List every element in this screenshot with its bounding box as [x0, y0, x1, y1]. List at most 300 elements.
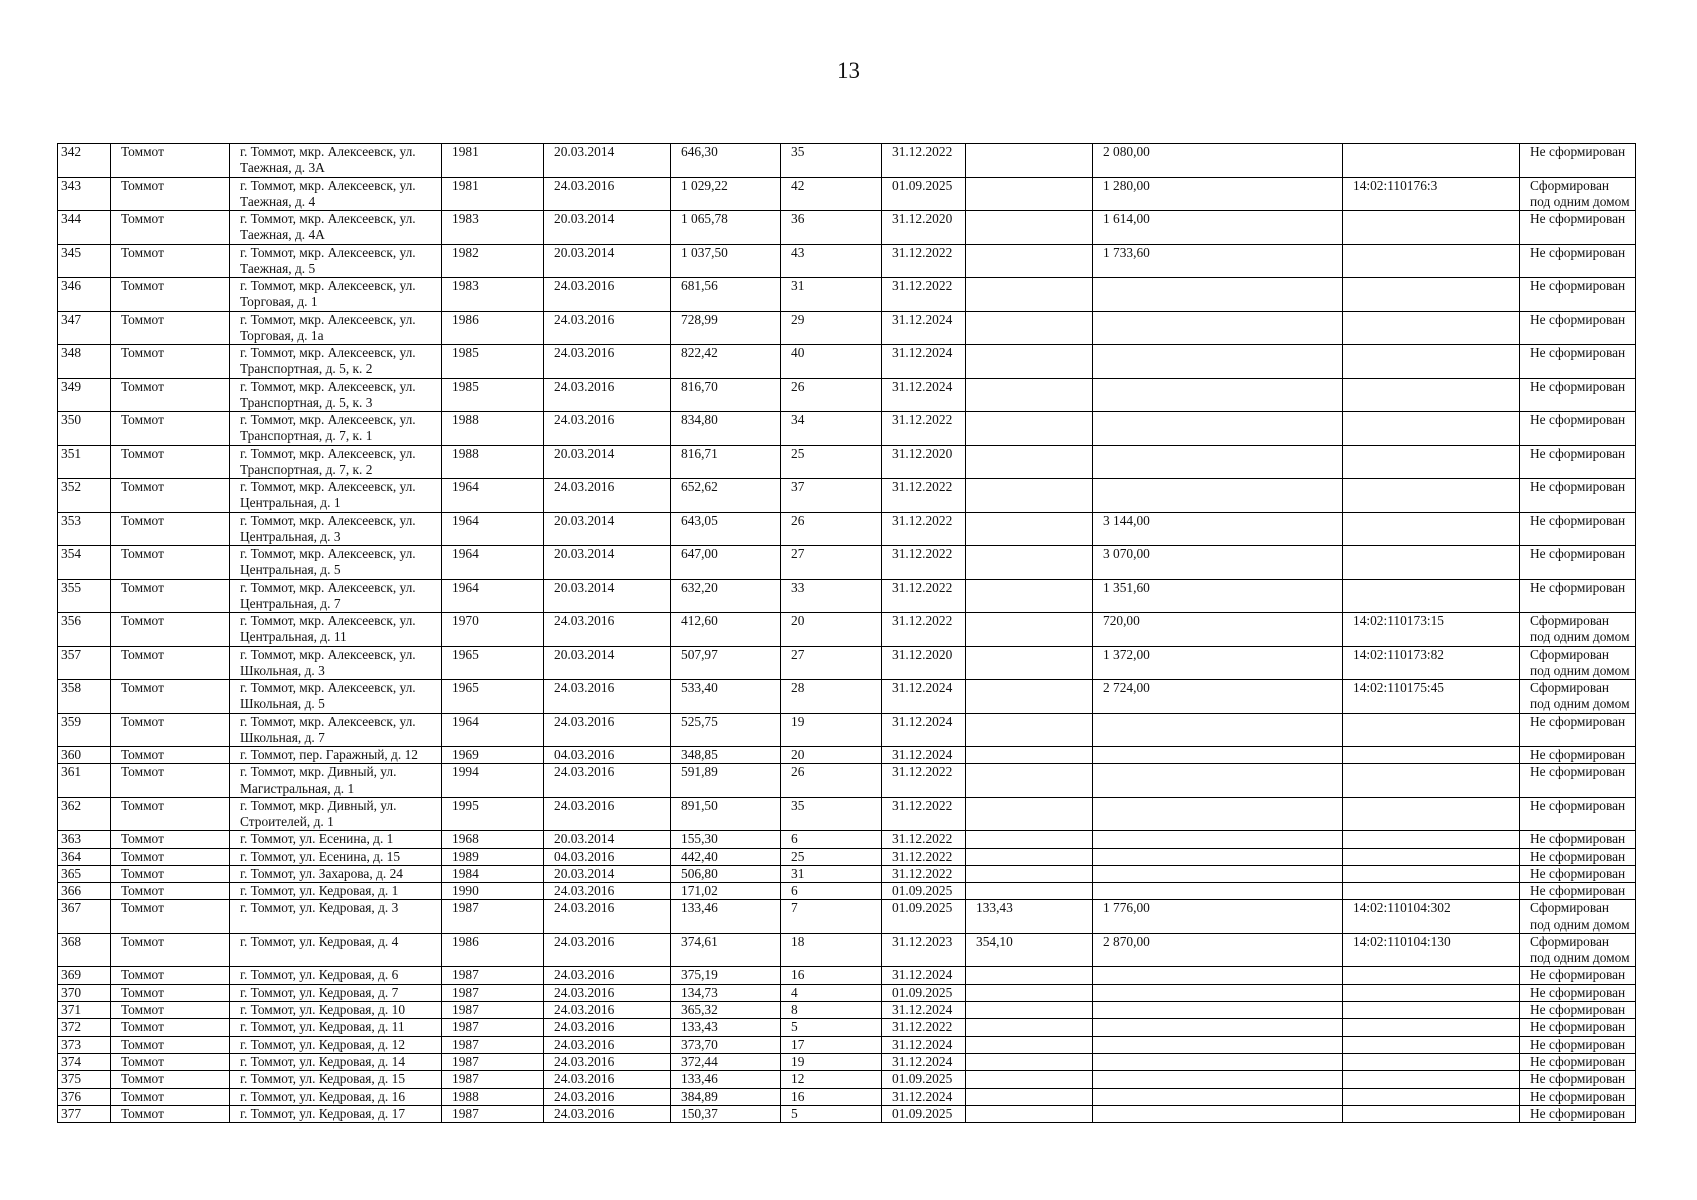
- cell-land-area-2: [1093, 984, 1343, 1001]
- cell-area: 372,44: [671, 1053, 781, 1070]
- cell-cadastral-number: [1343, 345, 1520, 379]
- cell-land-area-2: [1093, 479, 1343, 513]
- cell-land-status: Не сформирован: [1520, 211, 1636, 245]
- table-row: [58, 713, 1636, 747]
- cell-resettlement-date: 01.09.2025: [882, 984, 966, 1001]
- table-row: [58, 412, 1636, 446]
- cell-cadastral-number: [1343, 278, 1520, 312]
- cell-address: г. Томмот, ул. Кедровая, д. 7: [230, 984, 442, 1001]
- cell-residents: 37: [781, 479, 882, 513]
- cell-address: г. Томмот, мкр. Алексеевск, ул. Торговая, д. 1а: [230, 311, 442, 345]
- cell-survey-date: 24.03.2016: [544, 1105, 671, 1122]
- cell-land-status: Не сформирован: [1520, 579, 1636, 613]
- cell-land-status: Не сформирован: [1520, 967, 1636, 984]
- cell-year-built: 1987: [442, 984, 544, 1001]
- cell-land-area-2: [1093, 967, 1343, 984]
- cell-settlement: Томмот: [111, 713, 230, 747]
- cell-cadastral-number: [1343, 1071, 1520, 1088]
- cell-year-built: 1994: [442, 764, 544, 798]
- cell-settlement: Томмот: [111, 865, 230, 882]
- cell-address: г. Томмот, ул. Кедровая, д. 1: [230, 883, 442, 900]
- cell-address: г. Томмот, мкр. Алексеевск, ул. Таежная, д. 5: [230, 244, 442, 278]
- cell-land-area-2: [1093, 1002, 1343, 1019]
- cell-cadastral-number: [1343, 445, 1520, 479]
- cell-survey-date: 24.03.2016: [544, 311, 671, 345]
- cell-cadastral-number: [1343, 211, 1520, 245]
- cell-residents: 28: [781, 680, 882, 714]
- cell-resettlement-date: 31.12.2024: [882, 378, 966, 412]
- cell-settlement: Томмот: [111, 1071, 230, 1088]
- cell-year-built: 1988: [442, 445, 544, 479]
- cell-land-status: Не сформирован: [1520, 378, 1636, 412]
- cell-area: 507,97: [671, 646, 781, 680]
- table-row: [58, 1105, 1636, 1122]
- cell-row-number: 356: [58, 613, 111, 647]
- cell-residents: 42: [781, 177, 882, 211]
- cell-resettlement-date: 31.12.2020: [882, 646, 966, 680]
- cell-address: г. Томмот, ул. Кедровая, д. 10: [230, 1002, 442, 1019]
- cell-settlement: Томмот: [111, 345, 230, 379]
- table-body: [58, 144, 1636, 1123]
- cell-survey-date: 24.03.2016: [544, 933, 671, 967]
- cell-area: 506,80: [671, 865, 781, 882]
- cell-survey-date: 24.03.2016: [544, 479, 671, 513]
- table-row: [58, 680, 1636, 714]
- cell-land-area-2: 2 724,00: [1093, 680, 1343, 714]
- cell-land-area-2: [1093, 1071, 1343, 1088]
- cell-resettlement-date: 31.12.2024: [882, 713, 966, 747]
- table-row: [58, 797, 1636, 831]
- cell-residents: 34: [781, 412, 882, 446]
- cell-survey-date: 20.03.2014: [544, 865, 671, 882]
- cell-survey-date: 24.03.2016: [544, 1071, 671, 1088]
- cell-settlement: Томмот: [111, 900, 230, 934]
- cell-land-area-1: [966, 1071, 1093, 1088]
- cell-year-built: 1968: [442, 831, 544, 848]
- cell-land-area-1: [966, 831, 1093, 848]
- table-row: [58, 764, 1636, 798]
- cell-row-number: 354: [58, 546, 111, 580]
- cell-year-built: 1986: [442, 933, 544, 967]
- cell-row-number: 364: [58, 848, 111, 865]
- cell-residents: 35: [781, 144, 882, 178]
- cell-row-number: 361: [58, 764, 111, 798]
- cell-address: г. Томмот, мкр. Алексеевск, ул. Школьная, д. 5: [230, 680, 442, 714]
- cell-land-area-1: [966, 479, 1093, 513]
- cell-land-area-1: [966, 1002, 1093, 1019]
- cell-row-number: 352: [58, 479, 111, 513]
- cell-residents: 35: [781, 797, 882, 831]
- cell-resettlement-date: 31.12.2022: [882, 546, 966, 580]
- cell-area: 647,00: [671, 546, 781, 580]
- cell-resettlement-date: 31.12.2022: [882, 1019, 966, 1036]
- cell-address: г. Томмот, ул. Есенина, д. 15: [230, 848, 442, 865]
- cell-row-number: 342: [58, 144, 111, 178]
- cell-land-area-1: [966, 546, 1093, 580]
- cell-land-status: Не сформирован: [1520, 848, 1636, 865]
- cell-address: г. Томмот, мкр. Алексеевск, ул. Таежная, д. 3А: [230, 144, 442, 178]
- table-row: [58, 967, 1636, 984]
- cell-address: г. Томмот, мкр. Алексеевск, ул. Центральная, д. 3: [230, 512, 442, 546]
- cell-land-area-2: [1093, 1088, 1343, 1105]
- cell-area: 591,89: [671, 764, 781, 798]
- cell-resettlement-date: 31.12.2022: [882, 613, 966, 647]
- cell-land-area-2: 3 070,00: [1093, 546, 1343, 580]
- cell-residents: 19: [781, 713, 882, 747]
- cell-land-area-1: [966, 613, 1093, 647]
- cell-resettlement-date: 31.12.2022: [882, 831, 966, 848]
- cell-land-area-1: [966, 1036, 1093, 1053]
- cell-land-area-2: 3 144,00: [1093, 512, 1343, 546]
- cell-year-built: 1987: [442, 1071, 544, 1088]
- cell-residents: 33: [781, 579, 882, 613]
- cell-resettlement-date: 01.09.2025: [882, 177, 966, 211]
- cell-resettlement-date: 01.09.2025: [882, 900, 966, 934]
- cell-settlement: Томмот: [111, 984, 230, 1001]
- cell-land-status: Не сформирован: [1520, 984, 1636, 1001]
- cell-land-status: Не сформирован: [1520, 311, 1636, 345]
- cell-year-built: 1964: [442, 579, 544, 613]
- table-row: [58, 378, 1636, 412]
- cell-land-area-1: [966, 713, 1093, 747]
- cell-residents: 25: [781, 445, 882, 479]
- table-row: [58, 345, 1636, 379]
- cell-land-status: Сформирован под одним домом: [1520, 900, 1636, 934]
- cell-residents: 4: [781, 984, 882, 1001]
- cell-area: 816,71: [671, 445, 781, 479]
- table-row: [58, 1002, 1636, 1019]
- cell-year-built: 1964: [442, 546, 544, 580]
- cell-survey-date: 24.03.2016: [544, 1036, 671, 1053]
- table-row: [58, 883, 1636, 900]
- cell-land-area-1: [966, 764, 1093, 798]
- cell-residents: 16: [781, 1088, 882, 1105]
- cell-land-status: Не сформирован: [1520, 1105, 1636, 1122]
- cell-land-status: Сформирован под одним домом: [1520, 933, 1636, 967]
- cell-area: 365,32: [671, 1002, 781, 1019]
- cell-residents: 43: [781, 244, 882, 278]
- cell-land-status: Не сформирован: [1520, 1002, 1636, 1019]
- cell-address: г. Томмот, ул. Есенина, д. 1: [230, 831, 442, 848]
- cell-resettlement-date: 31.12.2024: [882, 1036, 966, 1053]
- cell-address: г. Томмот, мкр. Алексеевск, ул. Таежная, д. 4: [230, 177, 442, 211]
- cell-area: 525,75: [671, 713, 781, 747]
- cell-survey-date: 24.03.2016: [544, 613, 671, 647]
- cell-resettlement-date: 31.12.2022: [882, 764, 966, 798]
- cell-row-number: 369: [58, 967, 111, 984]
- cell-survey-date: 20.03.2014: [544, 144, 671, 178]
- cell-resettlement-date: 31.12.2022: [882, 865, 966, 882]
- cell-row-number: 344: [58, 211, 111, 245]
- cell-row-number: 368: [58, 933, 111, 967]
- cell-settlement: Томмот: [111, 1088, 230, 1105]
- cell-survey-date: 20.03.2014: [544, 445, 671, 479]
- cell-survey-date: 20.03.2014: [544, 831, 671, 848]
- cell-survey-date: 24.03.2016: [544, 1019, 671, 1036]
- cell-address: г. Томмот, пер. Гаражный, д. 12: [230, 747, 442, 764]
- cell-land-area-2: [1093, 1105, 1343, 1122]
- cell-year-built: 1965: [442, 646, 544, 680]
- cell-land-status: Не сформирован: [1520, 144, 1636, 178]
- cell-land-area-2: [1093, 747, 1343, 764]
- cell-residents: 27: [781, 646, 882, 680]
- cell-row-number: 373: [58, 1036, 111, 1053]
- cell-settlement: Томмот: [111, 967, 230, 984]
- cell-settlement: Томмот: [111, 479, 230, 513]
- cell-resettlement-date: 31.12.2024: [882, 747, 966, 764]
- cell-residents: 40: [781, 345, 882, 379]
- cell-address: г. Томмот, мкр. Алексеевск, ул. Транспортная, д. 5, к. 3: [230, 378, 442, 412]
- table-row: [58, 933, 1636, 967]
- cell-residents: 20: [781, 613, 882, 647]
- cell-row-number: 343: [58, 177, 111, 211]
- cell-address: г. Томмот, мкр. Алексеевск, ул. Таежная, д. 4А: [230, 211, 442, 245]
- cell-resettlement-date: 31.12.2024: [882, 311, 966, 345]
- cell-year-built: 1987: [442, 900, 544, 934]
- cell-area: 1 029,22: [671, 177, 781, 211]
- cell-cadastral-number: [1343, 984, 1520, 1001]
- cell-year-built: 1987: [442, 1019, 544, 1036]
- cell-land-area-2: [1093, 378, 1343, 412]
- cell-address: г. Томмот, ул. Кедровая, д. 6: [230, 967, 442, 984]
- cell-land-area-2: [1093, 848, 1343, 865]
- cell-row-number: 359: [58, 713, 111, 747]
- cell-land-status: Не сформирован: [1520, 747, 1636, 764]
- cell-land-area-2: 2 870,00: [1093, 933, 1343, 967]
- cell-settlement: Томмот: [111, 1105, 230, 1122]
- cell-area: 442,40: [671, 848, 781, 865]
- cell-land-area-1: [966, 646, 1093, 680]
- cell-land-status: Сформирован под одним домом: [1520, 646, 1636, 680]
- cell-row-number: 347: [58, 311, 111, 345]
- cell-settlement: Томмот: [111, 883, 230, 900]
- cell-land-area-2: [1093, 345, 1343, 379]
- page-number: 13: [837, 58, 860, 83]
- table-row: [58, 865, 1636, 882]
- cell-residents: 26: [781, 512, 882, 546]
- table-row: [58, 984, 1636, 1001]
- cell-row-number: 345: [58, 244, 111, 278]
- cell-land-area-1: [966, 345, 1093, 379]
- cell-row-number: 365: [58, 865, 111, 882]
- cell-row-number: 370: [58, 984, 111, 1001]
- cell-land-area-2: 1 776,00: [1093, 900, 1343, 934]
- cell-row-number: 346: [58, 278, 111, 312]
- cell-area: 150,37: [671, 1105, 781, 1122]
- cell-address: г. Томмот, мкр. Алексеевск, ул. Транспортная, д. 7, к. 2: [230, 445, 442, 479]
- cell-land-area-2: 1 372,00: [1093, 646, 1343, 680]
- cell-resettlement-date: 31.12.2022: [882, 512, 966, 546]
- cell-settlement: Томмот: [111, 412, 230, 446]
- table-row: [58, 546, 1636, 580]
- table-row: [58, 747, 1636, 764]
- cell-survey-date: 24.03.2016: [544, 900, 671, 934]
- cell-resettlement-date: 31.12.2022: [882, 144, 966, 178]
- cell-residents: 19: [781, 1053, 882, 1070]
- table-row: [58, 646, 1636, 680]
- cell-land-area-2: 1 614,00: [1093, 211, 1343, 245]
- cell-resettlement-date: 31.12.2020: [882, 211, 966, 245]
- cell-resettlement-date: 31.12.2024: [882, 680, 966, 714]
- cell-cadastral-number: [1343, 747, 1520, 764]
- cell-year-built: 1981: [442, 144, 544, 178]
- cell-land-area-2: [1093, 883, 1343, 900]
- cell-cadastral-number: [1343, 713, 1520, 747]
- cell-year-built: 1965: [442, 680, 544, 714]
- cell-land-area-2: 2 080,00: [1093, 144, 1343, 178]
- cell-residents: 12: [781, 1071, 882, 1088]
- cell-row-number: 366: [58, 883, 111, 900]
- cell-row-number: 350: [58, 412, 111, 446]
- cell-land-area-1: [966, 848, 1093, 865]
- cell-cadastral-number: 14:02:110104:130: [1343, 933, 1520, 967]
- cell-year-built: 1989: [442, 848, 544, 865]
- cell-address: г. Томмот, мкр. Алексеевск, ул. Транспортная, д. 5, к. 2: [230, 345, 442, 379]
- cell-area: 375,19: [671, 967, 781, 984]
- cell-land-area-2: [1093, 1036, 1343, 1053]
- cell-address: г. Томмот, ул. Кедровая, д. 11: [230, 1019, 442, 1036]
- cell-row-number: 376: [58, 1088, 111, 1105]
- cell-address: г. Томмот, мкр. Алексеевск, ул. Центральная, д. 5: [230, 546, 442, 580]
- cell-cadastral-number: [1343, 144, 1520, 178]
- cell-settlement: Томмот: [111, 278, 230, 312]
- cell-settlement: Томмот: [111, 311, 230, 345]
- cell-cadastral-number: [1343, 479, 1520, 513]
- cell-land-area-1: [966, 244, 1093, 278]
- cell-land-status: Не сформирован: [1520, 1036, 1636, 1053]
- cell-land-area-1: 354,10: [966, 933, 1093, 967]
- cell-residents: 25: [781, 848, 882, 865]
- cell-year-built: 1983: [442, 211, 544, 245]
- cell-land-status: Не сформирован: [1520, 764, 1636, 798]
- cell-residents: 7: [781, 900, 882, 934]
- cell-land-area-2: [1093, 797, 1343, 831]
- cell-row-number: 348: [58, 345, 111, 379]
- cell-land-area-1: [966, 1053, 1093, 1070]
- cell-address: г. Томмот, мкр. Алексеевск, ул. Торговая, д. 1: [230, 278, 442, 312]
- cell-land-area-2: [1093, 445, 1343, 479]
- cell-settlement: Томмот: [111, 546, 230, 580]
- cell-survey-date: 24.03.2016: [544, 1088, 671, 1105]
- cell-row-number: 367: [58, 900, 111, 934]
- cell-land-status: Не сформирован: [1520, 831, 1636, 848]
- cell-survey-date: 20.03.2014: [544, 579, 671, 613]
- table-row: [58, 512, 1636, 546]
- table-row: [58, 1019, 1636, 1036]
- cell-land-status: Не сформирован: [1520, 244, 1636, 278]
- cell-resettlement-date: 31.12.2023: [882, 933, 966, 967]
- cell-area: 384,89: [671, 1088, 781, 1105]
- cell-address: г. Томмот, ул. Кедровая, д. 15: [230, 1071, 442, 1088]
- cell-year-built: 1984: [442, 865, 544, 882]
- cell-area: 643,05: [671, 512, 781, 546]
- cell-resettlement-date: 01.09.2025: [882, 883, 966, 900]
- cell-row-number: 360: [58, 747, 111, 764]
- cell-land-area-2: [1093, 831, 1343, 848]
- cell-cadastral-number: 14:02:110173:15: [1343, 613, 1520, 647]
- cell-survey-date: 24.03.2016: [544, 278, 671, 312]
- cell-cadastral-number: [1343, 579, 1520, 613]
- cell-address: г. Томмот, мкр. Алексеевск, ул. Центральная, д. 1: [230, 479, 442, 513]
- cell-land-area-1: [966, 211, 1093, 245]
- cell-settlement: Томмот: [111, 512, 230, 546]
- cell-address: г. Томмот, ул. Кедровая, д. 12: [230, 1036, 442, 1053]
- cell-settlement: Томмот: [111, 831, 230, 848]
- cell-year-built: 1985: [442, 378, 544, 412]
- cell-address: г. Томмот, ул. Кедровая, д. 4: [230, 933, 442, 967]
- cell-settlement: Томмот: [111, 933, 230, 967]
- table-row: [58, 479, 1636, 513]
- cell-cadastral-number: [1343, 1088, 1520, 1105]
- cell-year-built: 1964: [442, 713, 544, 747]
- cell-year-built: 1988: [442, 1088, 544, 1105]
- cell-survey-date: 24.03.2016: [544, 797, 671, 831]
- cell-resettlement-date: 31.12.2024: [882, 967, 966, 984]
- cell-cadastral-number: [1343, 412, 1520, 446]
- cell-survey-date: 20.03.2014: [544, 244, 671, 278]
- cell-settlement: Томмот: [111, 1019, 230, 1036]
- cell-survey-date: 24.03.2016: [544, 984, 671, 1001]
- cell-land-status: Не сформирован: [1520, 1019, 1636, 1036]
- cell-land-area-2: [1093, 1019, 1343, 1036]
- cell-land-area-1: 133,43: [966, 900, 1093, 934]
- cell-cadastral-number: [1343, 967, 1520, 984]
- cell-cadastral-number: [1343, 311, 1520, 345]
- cell-residents: 20: [781, 747, 882, 764]
- cell-cadastral-number: 14:02:110173:82: [1343, 646, 1520, 680]
- table-row: [58, 177, 1636, 211]
- cell-row-number: 375: [58, 1071, 111, 1088]
- cell-cadastral-number: [1343, 1019, 1520, 1036]
- cell-land-area-2: 1 733,60: [1093, 244, 1343, 278]
- cell-land-status: Не сформирован: [1520, 512, 1636, 546]
- cell-survey-date: 20.03.2014: [544, 211, 671, 245]
- cell-row-number: 363: [58, 831, 111, 848]
- cell-row-number: 349: [58, 378, 111, 412]
- cell-land-area-1: [966, 967, 1093, 984]
- cell-land-area-1: [966, 144, 1093, 178]
- cell-cadastral-number: [1343, 797, 1520, 831]
- cell-land-area-2: [1093, 311, 1343, 345]
- cell-area: 171,02: [671, 883, 781, 900]
- table-row: [58, 244, 1636, 278]
- cell-residents: 36: [781, 211, 882, 245]
- cell-cadastral-number: [1343, 546, 1520, 580]
- cell-land-area-1: [966, 512, 1093, 546]
- cell-address: г. Томмот, ул. Кедровая, д. 14: [230, 1053, 442, 1070]
- cell-land-area-2: 720,00: [1093, 613, 1343, 647]
- cell-land-area-2: [1093, 412, 1343, 446]
- cell-area: 681,56: [671, 278, 781, 312]
- cell-land-area-1: [966, 883, 1093, 900]
- cell-land-status: Не сформирован: [1520, 412, 1636, 446]
- table-row: [58, 211, 1636, 245]
- cell-survey-date: 20.03.2014: [544, 546, 671, 580]
- cell-survey-date: 24.03.2016: [544, 345, 671, 379]
- cell-survey-date: 24.03.2016: [544, 1002, 671, 1019]
- cell-year-built: 1964: [442, 512, 544, 546]
- cell-area: 891,50: [671, 797, 781, 831]
- cell-land-area-1: [966, 680, 1093, 714]
- cell-resettlement-date: 01.09.2025: [882, 1071, 966, 1088]
- cell-cadastral-number: [1343, 848, 1520, 865]
- cell-settlement: Томмот: [111, 797, 230, 831]
- cell-resettlement-date: 31.12.2024: [882, 345, 966, 379]
- cell-area: 155,30: [671, 831, 781, 848]
- cell-settlement: Томмот: [111, 764, 230, 798]
- cell-resettlement-date: 31.12.2022: [882, 848, 966, 865]
- cell-survey-date: 04.03.2016: [544, 848, 671, 865]
